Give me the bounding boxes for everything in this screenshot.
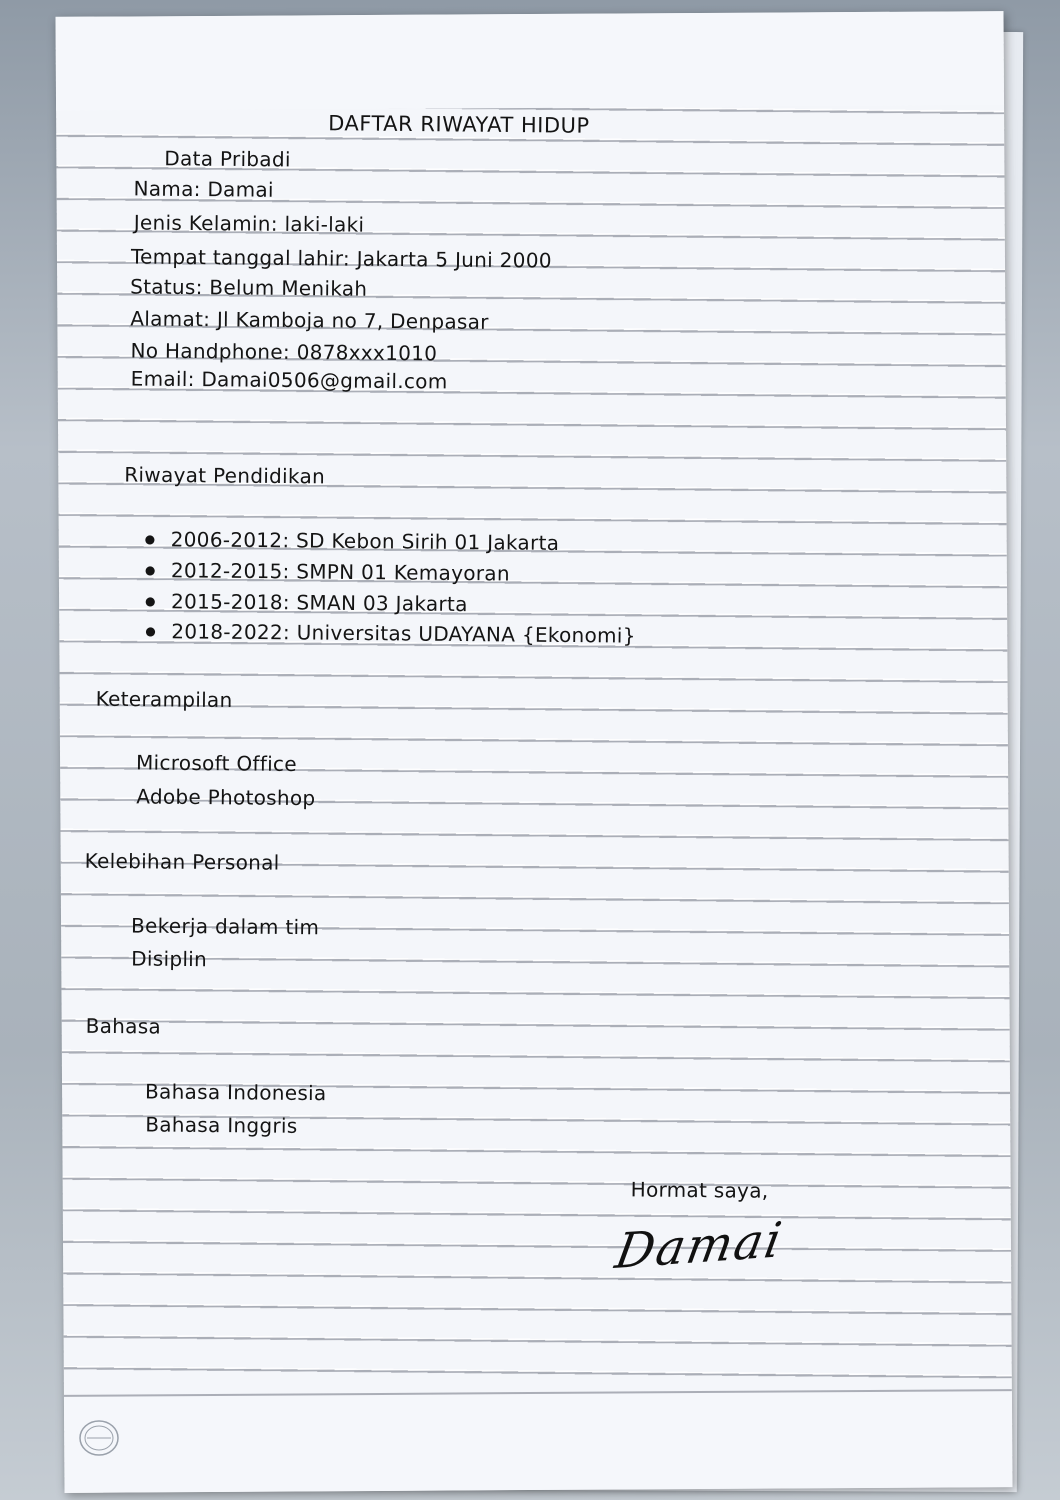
language-item: Bahasa Inggris <box>145 1112 298 1138</box>
languages-heading: Bahasa <box>85 1013 162 1039</box>
education-item: ● 2018-2022: Universitas UDAYANA {Ekonomi} <box>171 619 636 647</box>
strength-item: Disiplin <box>131 946 208 972</box>
lined-paper <box>56 11 1013 1493</box>
personal-status: Status: Belum Menikah <box>130 274 368 301</box>
education-item: ● 2015-2018: SMAN 03 Jakarta <box>171 589 468 616</box>
language-item: Bahasa Indonesia <box>144 1079 327 1106</box>
strengths-heading: Kelebihan Personal <box>84 848 280 875</box>
strength-item: Bekerja dalam tim <box>130 913 320 940</box>
handwritten-signature: Damai <box>611 1211 788 1281</box>
paper-brand-seal-icon <box>78 1417 120 1459</box>
personal-heading: Data Pribadi <box>164 146 291 172</box>
personal-email: Email: Damai0506@gmail.com <box>130 366 448 394</box>
skill-item: Microsoft Office <box>135 750 298 776</box>
personal-birth: Tempat tanggal lahir: Jakarta 5 Juni 2000 <box>130 244 552 273</box>
education-heading: Riwayat Pendidikan <box>124 462 326 489</box>
personal-address: Alamat: Jl Kamboja no 7, Denpasar <box>130 306 489 334</box>
closing-text: Hormat saya, <box>630 1177 769 1203</box>
skill-item: Adobe Photoshop <box>136 784 316 811</box>
document-title: DAFTAR RIWAYAT HIDUP <box>328 111 590 138</box>
personal-phone: No Handphone: 0878xxx1010 <box>130 338 438 366</box>
education-item: ● 2006-2012: SD Kebon Sirih 01 Jakarta <box>171 527 560 555</box>
personal-gender: Jenis Kelamin: laki-laki <box>133 210 365 237</box>
skills-heading: Keterampilan <box>95 686 233 712</box>
education-item: ● 2012-2015: SMPN 01 Kemayoran <box>171 558 510 585</box>
personal-name: Nama: Damai <box>133 176 274 202</box>
